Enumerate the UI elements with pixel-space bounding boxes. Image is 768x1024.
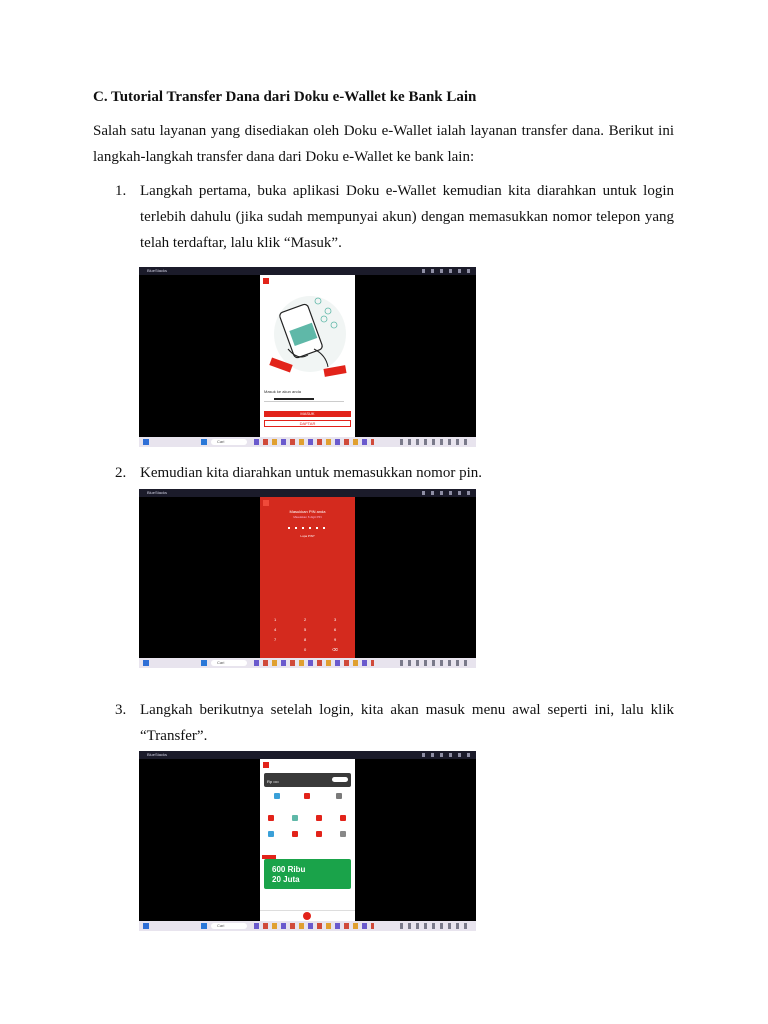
step-text: Kemudian kita diarahkan untuk memasukkan nomor pin. <box>140 465 483 481</box>
windows-logo-icon[interactable] <box>201 923 207 929</box>
step-1 <box>93 178 674 256</box>
window-title: BlueStacks <box>147 752 168 757</box>
key-0[interactable]: 0 <box>304 647 307 652</box>
key-8[interactable]: 8 <box>304 637 307 642</box>
redacted-number <box>274 398 314 400</box>
system-tray-icon[interactable] <box>400 923 470 929</box>
doku-logo-icon <box>263 762 269 768</box>
key-4[interactable]: 4 <box>274 627 277 632</box>
balance-value: Rp •••• <box>267 779 279 784</box>
intro-paragraph: Salah satu layanan yang disediakan oleh Doku e-Wallet ialah layanan transfer dana. Berikut ini langkah-langkah transfer dana dari Doku e-Wallet ke bank lain: <box>93 123 674 165</box>
pin-keypad <box>270 617 345 657</box>
backspace-icon[interactable]: ⌫ <box>332 647 338 652</box>
service-menu-row-2 <box>264 831 351 845</box>
phone-screen-pin <box>260 497 355 658</box>
system-tray-icon[interactable] <box>400 660 470 666</box>
taskbar-apps-icon[interactable] <box>254 439 374 445</box>
service-icon[interactable] <box>340 815 346 821</box>
key-1[interactable]: 1 <box>274 617 277 622</box>
masuk-button[interactable]: MASUK <box>264 411 351 417</box>
step-3 <box>93 697 674 749</box>
window-title: BlueStacks <box>147 490 168 495</box>
key-9[interactable]: 9 <box>334 637 337 642</box>
windows-logo-icon[interactable] <box>201 439 207 445</box>
transfer-icon[interactable] <box>304 793 310 799</box>
menu-icon[interactable] <box>274 793 280 799</box>
taskbar-apps-icon[interactable] <box>254 660 374 666</box>
phone-number-field[interactable] <box>264 397 344 402</box>
section-heading: C. Tutorial Transfer Dana dari Doku e-Wallet ke Bank Lain <box>93 89 477 105</box>
key-3[interactable]: 3 <box>334 617 337 622</box>
service-icon[interactable] <box>292 815 298 821</box>
quick-menu-row <box>264 793 351 807</box>
step-number: 3. <box>115 702 127 718</box>
taskbar-search[interactable]: Cari <box>211 439 247 445</box>
banner-line-2: 20 Juta <box>272 875 300 884</box>
windows-start-icon[interactable] <box>143 439 149 445</box>
pin-dots-icon <box>288 527 328 529</box>
topup-pill-icon[interactable] <box>332 777 348 782</box>
scan-qr-icon[interactable] <box>303 912 311 920</box>
key-7[interactable]: 7 <box>274 637 277 642</box>
pin-subtitle: Masukkan 6 digit PIN <box>293 515 322 519</box>
service-icon[interactable] <box>268 831 274 837</box>
emulator-titlebar <box>139 489 476 497</box>
banner-tag <box>262 855 276 859</box>
window-controls-icon <box>422 491 470 495</box>
taskbar-search[interactable]: Cari <box>211 923 247 929</box>
windows-start-icon[interactable] <box>143 923 149 929</box>
window-title: BlueStacks <box>147 268 168 273</box>
phone-screen <box>260 275 355 437</box>
windows-taskbar <box>139 658 476 668</box>
login-welcome-text: Masuk ke akun anda <box>264 389 301 394</box>
banner-line-1: 600 Ribu <box>272 865 306 874</box>
promo-banner[interactable] <box>264 859 351 889</box>
step-number: 2. <box>115 465 127 481</box>
windows-taskbar <box>139 437 476 447</box>
step-text: Langkah pertama, buka aplikasi Doku e-Wallet kemudian kita diarahkan untuk login terlebih dahulu (jika sudah mempunyai akun) dengan memasukkan nomor telepon yang telah terdaftar, lalu klik “Masuk”. <box>140 183 674 251</box>
windows-taskbar <box>139 921 476 931</box>
doku-logo-icon <box>263 278 269 284</box>
back-arrow-icon[interactable] <box>263 500 269 506</box>
window-controls-icon <box>422 269 470 273</box>
window-controls-icon <box>422 753 470 757</box>
service-menu-row <box>264 815 351 829</box>
daftar-button[interactable]: DAFTAR <box>264 420 351 427</box>
service-icon[interactable] <box>316 831 322 837</box>
phone-screen-home <box>260 759 355 921</box>
forgot-pin-link[interactable]: Lupa PIN? <box>300 534 315 538</box>
screenshot-home <box>139 751 476 931</box>
windows-start-icon[interactable] <box>143 660 149 666</box>
key-6[interactable]: 6 <box>334 627 337 632</box>
key-2[interactable]: 2 <box>304 617 307 622</box>
screenshot-login <box>139 267 476 447</box>
emulator-titlebar <box>139 751 476 759</box>
pin-title: Masukkan PIN anda <box>289 509 326 514</box>
taskbar-search[interactable]: Cari <box>211 660 247 666</box>
phone-hands-illustration-icon <box>268 289 348 384</box>
step-text: Langkah berikutnya setelah login, kita akan masuk menu awal seperti ini, lalu klik “Transfer”. <box>140 702 674 744</box>
service-icon[interactable] <box>268 815 274 821</box>
balance-card <box>264 773 351 787</box>
bottom-navigation <box>260 910 355 921</box>
system-tray-icon[interactable] <box>400 439 470 445</box>
service-icon[interactable] <box>316 815 322 821</box>
emulator-titlebar <box>139 267 476 275</box>
key-5[interactable]: 5 <box>304 627 307 632</box>
taskbar-apps-icon[interactable] <box>254 923 374 929</box>
step-number: 1. <box>115 183 127 199</box>
service-icon[interactable] <box>292 831 298 837</box>
step-2 <box>93 460 674 486</box>
windows-logo-icon[interactable] <box>201 660 207 666</box>
service-icon[interactable] <box>340 831 346 837</box>
screenshot-pin <box>139 489 476 668</box>
menu-icon[interactable] <box>336 793 342 799</box>
